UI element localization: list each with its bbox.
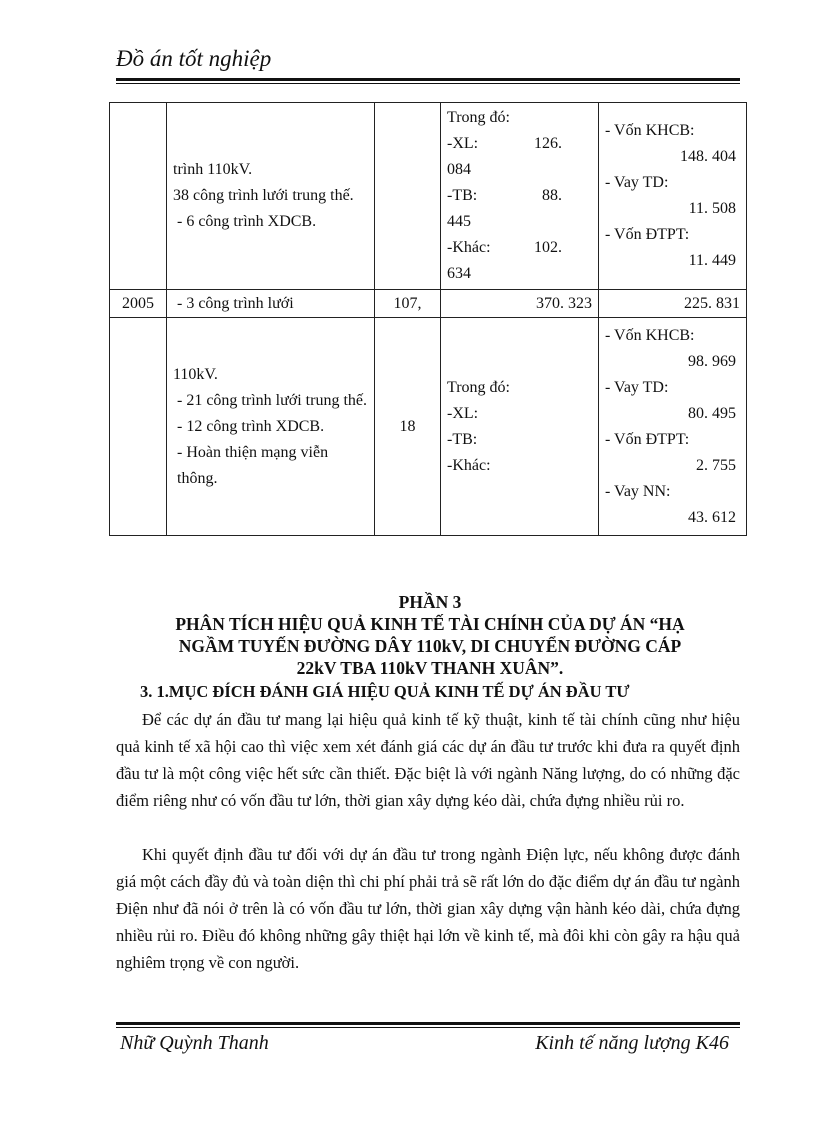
table-cell-year: [110, 103, 167, 290]
table-cell-count: [375, 103, 441, 290]
table-cell-year: [110, 318, 167, 536]
table-cell-capital-sources: - Vốn KHCB: 98. 969 - Vay TD: 80. 495 - Vốn ĐTPT: 2. 755 - Vay NN: 43. 612: [599, 318, 747, 536]
table-row: [110, 318, 747, 536]
footer-author: Nhữ Quỳnh Thanh: [120, 1032, 269, 1054]
table-cell-count: 107,: [375, 290, 441, 318]
table-cell-breakdown: Trong đó: -XL: -TB: -Khác:: [441, 318, 599, 536]
table-cell-projects: trình 110kV. 38 công trình lưới trung thế. - 6 công trình XDCB.: [167, 103, 375, 290]
table-cell-count: 18: [375, 318, 441, 536]
table-row: [110, 103, 747, 290]
section-title-line-2: NGẦM TUYẾN ĐƯỜNG DÂY 110kV, DI CHUYỂN ĐƯỜNG CÁP: [178, 636, 682, 656]
table-cell-total: 370. 323: [441, 290, 599, 318]
body-paragraph-2: Khi quyết định đầu tư đối với dự án đầu tư trong ngành Điện lực, nếu không được đánh giá một cách đầy đủ và toàn diện thì chi phí phải trả sẽ rất lớn do đặc điểm dự án đầu tư ngành Điện như đã nói ở trên là có vốn đầu tư lớn, thời gian xây dựng vận hành kéo dài, chứa đựng nhiều rủi ro. Điều đó không những gây thiệt hại lớn về kinh tế, mà đôi khi còn gây ra hậu quả nghiêm trọng về con người.: [116, 845, 740, 972]
table-row: [110, 290, 747, 318]
table-cell-capital: 225. 831: [599, 290, 747, 318]
body-paragraph-1: Để các dự án đầu tư mang lại hiệu quả kinh tế kỹ thuật, kinh tế tài chính cũng như hiệu quả kinh tế xã hội cao thì việc xem xét đánh giá các dự án đầu tư trước khi đưa ra quyết định đầu tư là một công việc hết sức cần thiết. Đặc biệt là với ngành Năng lượng, do có những đặc điểm riêng như có vốn đầu tư lớn, thời gian xây dựng kéo dài, chứa đựng nhiều rủi ro.: [116, 710, 740, 810]
table-cell-breakdown: Trong đó: -XL: 126. 084 -TB: 88. 445 -Khác: 102. 634: [441, 103, 599, 290]
section-title-line-3: 22kV TBA 110kV THANH XUÂN”.: [296, 658, 564, 678]
section-title-line-1: PHÂN TÍCH HIỆU QUẢ KINH TẾ TÀI CHÍNH CỦA DỰ ÁN “HẠ: [175, 614, 685, 634]
footer-rule-thin: [116, 1027, 740, 1028]
table-cell-year: 2005: [110, 290, 167, 318]
table-cell-capital-sources: - Vốn KHCB: 148. 404 - Vay TD: 11. 508 - Vốn ĐTPT: 11. 449: [599, 103, 747, 290]
footer-rule-thick: [116, 1022, 740, 1025]
header-rule-thin: [116, 83, 740, 84]
page-header-title: Đồ án tốt nghiệp: [116, 46, 272, 71]
investment-table: [109, 102, 747, 536]
header-rule-thick: [116, 78, 740, 81]
section-part-label: PHẦN 3: [398, 592, 462, 612]
footer-course: Kinh tế năng lượng K46: [535, 1032, 729, 1054]
table-cell-projects: - 3 công trình lưới: [167, 290, 375, 318]
subsection-heading: 3. 1.MỤC ĐÍCH ĐÁNH GIÁ HIỆU QUẢ KINH TẾ DỰ ÁN ĐẦU TƯ: [140, 682, 630, 701]
table-cell-projects: 110kV. - 21 công trình lưới trung thế. - 12 công trình XDCB. - Hoàn thiện mạng viễn thông.: [167, 318, 375, 536]
